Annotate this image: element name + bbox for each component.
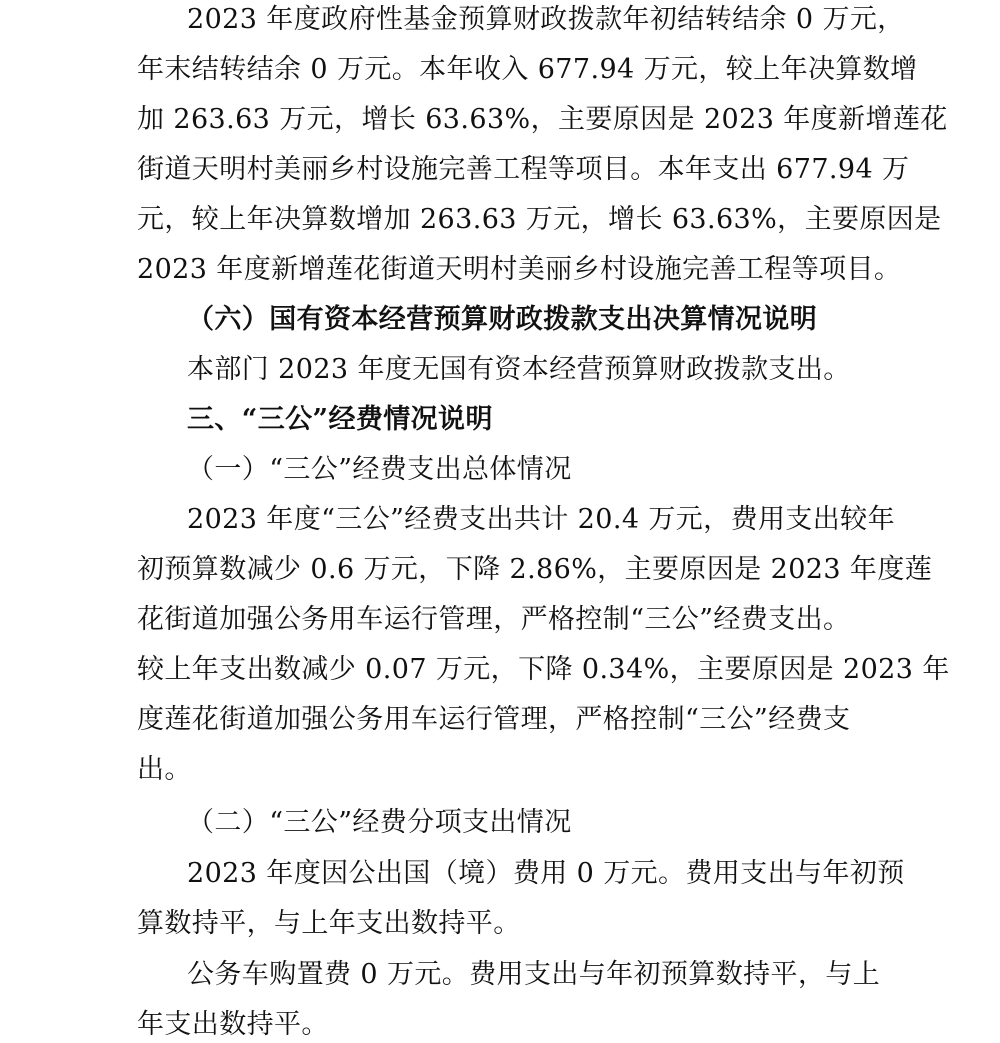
- text-line: 本部门 2023 年度无国有资本经营预算财政拨款支出。: [187, 354, 851, 385]
- text-line: 花街道加强公务用车运行管理，严格控制“三公”经费支出。: [137, 604, 851, 635]
- text-line: 年支出数持平。: [137, 1009, 329, 1040]
- text-line: 公务车购置费 0 万元。费用支出与年初预算数持平，与上: [187, 959, 881, 990]
- text-line: 年末结转结余 0 万元。本年收入 677.94 万元，较上年决算数增: [137, 54, 918, 85]
- text-line: 初预算数减少 0.6 万元，下降 2.86%，主要原因是 2023 年度莲: [137, 554, 933, 585]
- text-line: 元，较上年决算数增加 263.63 万元，增长 63.63%，主要原因是: [137, 204, 942, 235]
- chapter-heading-3: 三、“三公”经费情况说明: [187, 404, 493, 435]
- text-line: 街道天明村美丽乡村设施完善工程等项目。本年支出 677.94 万: [137, 154, 910, 185]
- text-line: 加 263.63 万元，增长 63.63%，主要原因是 2023 年度新增莲花: [137, 104, 948, 135]
- subsection-heading-2: （二）“三公”经费分项支出情况: [187, 807, 572, 838]
- text-line: 出。: [137, 754, 192, 785]
- text-line: 度莲花街道加强公务用车运行管理，严格控制“三公”经费支: [137, 704, 851, 735]
- text-line: 2023 年度因公出国（境）费用 0 万元。费用支出与年初预: [187, 858, 905, 889]
- text-line: 2023 年度新增莲花街道天明村美丽乡村设施完善工程等项目。: [137, 254, 902, 285]
- subsection-heading-1: （一）“三公”经费支出总体情况: [187, 454, 572, 485]
- section-heading-6: （六）国有资本经营预算财政拨款支出决算情况说明: [187, 304, 818, 335]
- text-line: 2023 年度政府性基金预算财政拨款年初结转结余 0 万元，: [187, 4, 905, 35]
- text-line: 2023 年度“三公”经费支出共计 20.4 万元，费用支出较年: [187, 504, 895, 535]
- text-line: 较上年支出数减少 0.07 万元，下降 0.34%，主要原因是 2023 年: [137, 654, 950, 685]
- text-line: 算数持平，与上年支出数持平。: [137, 908, 521, 939]
